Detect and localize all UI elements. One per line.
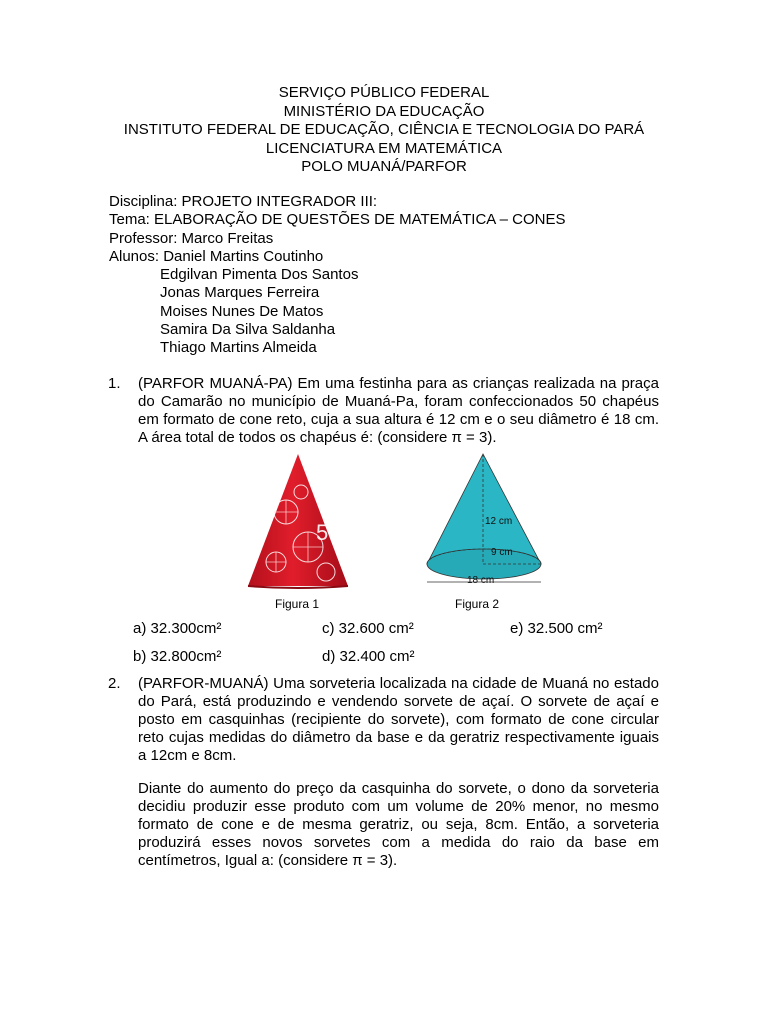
option-a: a) 32.300cm²	[133, 620, 222, 637]
question-2	[108, 675, 659, 870]
cone-diagram-figure	[425, 452, 545, 590]
header-line-1: SERVIÇO PÚBLICO FEDERAL	[278, 84, 490, 101]
question-text-continued: Diante do aumento do preço da casquinha do sorvete, o dono da sorveteria decidiu produzir esse produto com um volume de 20% menor, no mesmo formato de cone e de mesma geratriz, ou seja, 8cm. Então, a sorveteria produzirá esses novos sorvetes com a medida do raio da base em centímetros, Igual a: (considere π = 3).	[138, 780, 659, 869]
question-1	[108, 375, 659, 447]
question-text: (PARFOR MUANÁ-PA) Em uma festinha para as crianças realizada na praça do Camarão no município de Muaná-Pa, foram confeccionados 50 chapéus em formato de cone reto, cuja a sua altura é 12 cm e o seu diâmetro é 18 cm. A área total de todos os chapéus é: (considere π = 3).	[138, 375, 659, 446]
figure-1-caption: Figura 1	[275, 597, 320, 611]
question-number: 2.	[108, 675, 121, 692]
option-d: d) 32.400 cm²	[322, 648, 415, 665]
header-line-5: POLO MUANÁ/PARFOR	[301, 158, 467, 175]
header-line-2: MINISTÉRIO DA EDUCAÇÃO	[283, 102, 485, 120]
question-text: (PARFOR-MUANÁ) Uma sorveteria localizada na cidade de Muaná no estado do Pará, está produzindo e vendendo sorvete de açaí. O sorvete de açaí e posto em casquinhas (recipiente do sorvete), com formato de cone circular reto cujas medidas do diâmetro da base e da geratriz respectivamente iguais a 12cm e 8cm.	[138, 675, 659, 764]
radius-label: 9 cm	[491, 547, 513, 558]
height-label: 12 cm	[485, 516, 513, 527]
svg-text:5: 5	[316, 520, 329, 545]
option-b: b) 32.800cm²	[133, 648, 222, 665]
aluno-name: Moises Nunes De Matos	[160, 302, 324, 320]
party-hat-figure	[246, 452, 351, 590]
question-number: 1.	[108, 375, 121, 392]
disciplina: Disciplina: PROJETO INTEGRADOR III:	[109, 193, 378, 210]
alunos-label: Alunos: Daniel Martins Coutinho	[109, 247, 324, 265]
aluno-name: Thiago Martins Almeida	[160, 339, 317, 357]
aluno-name: Edgilvan Pimenta Dos Santos	[160, 266, 359, 284]
option-e: e) 32.500 cm²	[510, 620, 603, 637]
document-meta	[109, 193, 669, 358]
tema: Tema: ELABORAÇÃO DE QUESTÕES DE MATEMÁTICA – CONES	[109, 211, 566, 229]
professor: Professor: Marco Freitas	[109, 229, 274, 247]
option-c: c) 32.600 cm²	[322, 620, 414, 637]
document-header	[0, 84, 768, 177]
header-line-3: INSTITUTO FEDERAL DE EDUCAÇÃO, CIÊNCIA E TECNOLOGIA DO PARÁ	[123, 121, 645, 138]
aluno-name: Jonas Marques Ferreira	[160, 284, 320, 302]
aluno-name: Samira Da Silva Saldanha	[160, 321, 336, 339]
diameter-label: 18 cm	[467, 575, 495, 586]
header-line-4: LICENCIATURA EM MATEMÁTICA	[265, 139, 503, 157]
figure-2-caption: Figura 2	[455, 597, 500, 611]
question-1-figures	[0, 452, 768, 612]
